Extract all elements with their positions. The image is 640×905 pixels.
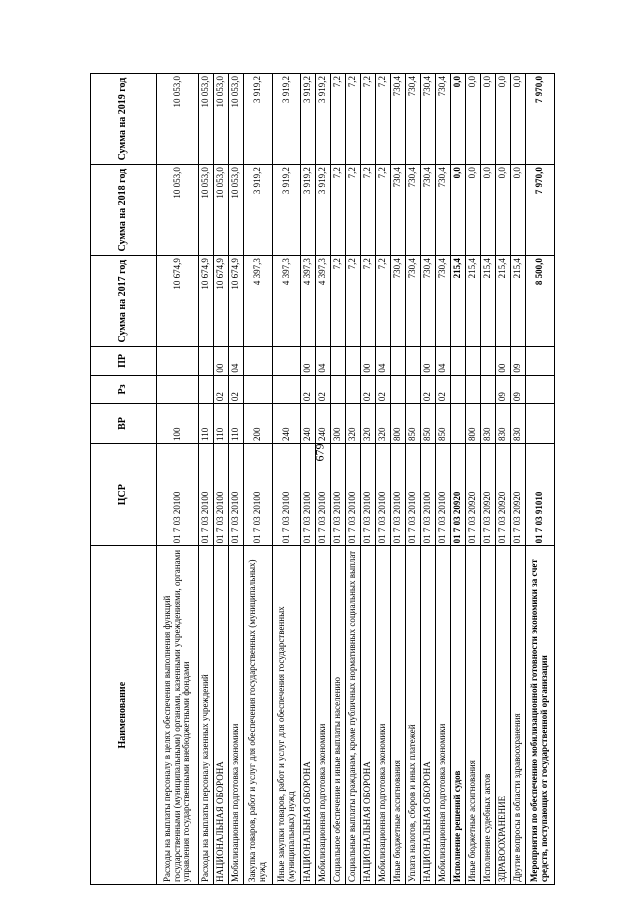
cell-sum-2017: 8 500,0 [526,256,555,347]
cell-csr: 01 7 03 20920 [451,443,466,545]
cell-csr: 01 7 03 20100 [301,443,316,545]
cell-pr: 09 [511,347,526,375]
cell-name: Мобилизационная подготовка экономики [316,546,331,885]
cell-name: НАЦИОНАЛЬНАЯ ОБОРОНА [214,546,229,885]
cell-csr: 01 7 03 91010 [526,443,555,545]
cell-sum-2019: 0,0 [451,74,466,165]
cell-rz: 02 [301,375,316,403]
cell-rz [272,375,301,403]
cell-name: Мобилизационная подготовка экономики [229,546,244,885]
table-row [481,74,496,885]
header-name: Наименование [91,546,157,885]
cell-name: Социальные выплаты гражданам, кроме публичных нормативных социальных выплат [346,546,361,885]
cell-name: Исполнение судебных актов [481,546,496,885]
cell-sum-2019: 730,4 [436,74,451,165]
cell-sum-2017: 215,4 [466,256,481,347]
cell-sum-2019: 7,2 [346,74,361,165]
cell-sum-2017: 7,2 [361,256,376,347]
cell-pr: 04 [229,347,244,375]
cell-sum-2019: 730,4 [421,74,436,165]
cell-csr: 01 7 03 20100 [244,443,273,545]
cell-sum-2017: 10 674,9 [199,256,214,347]
cell-csr: 01 7 03 20100 [361,443,376,545]
cell-sum-2017: 4 397,3 [272,256,301,347]
table-row [436,74,451,885]
cell-pr [406,347,421,375]
header-pr: ПР [91,347,157,375]
cell-vr: 800 [391,404,406,444]
cell-csr: 01 7 03 20920 [481,443,496,545]
cell-vr: 110 [229,404,244,444]
table-row [361,74,376,885]
cell-vr: 110 [214,404,229,444]
cell-name: ЗДРАВООХРАНЕНИЕ [496,546,511,885]
cell-csr: 01 7 03 20100 [436,443,451,545]
cell-sum-2018: 730,4 [421,165,436,256]
cell-name: Исполнение решений судов [451,546,466,885]
cell-csr: 01 7 03 20100 [406,443,421,545]
cell-rz [481,375,496,403]
cell-sum-2018: 730,4 [406,165,421,256]
cell-vr: 110 [199,404,214,444]
cell-sum-2018: 730,4 [391,165,406,256]
cell-pr [451,347,466,375]
table-row [272,74,301,885]
cell-csr: 01 7 03 20100 [272,443,301,545]
cell-sum-2019: 730,4 [406,74,421,165]
cell-pr: 04 [436,347,451,375]
header-vr: ВР [91,404,157,444]
cell-pr [157,347,199,375]
cell-csr: 01 7 03 20100 [157,443,199,545]
cell-name: НАЦИОНАЛЬНАЯ ОБОРОНА [301,546,316,885]
cell-rz: 09 [496,375,511,403]
cell-sum-2017: 10 674,9 [214,256,229,347]
header-sum-2019: Сумма на 2019 год [91,74,157,165]
cell-csr: 01 7 03 20100 [331,443,346,545]
cell-sum-2017: 4 397,3 [244,256,273,347]
cell-sum-2019: 7 970,0 [526,74,555,165]
cell-rz [526,375,555,403]
cell-sum-2018: 10 053,0 [157,165,199,256]
cell-name: Социальное обеспечение и иные выплаты населению [331,546,346,885]
cell-csr: 01 7 03 20920 [511,443,526,545]
cell-rz: 02 [316,375,331,403]
cell-name: Другие вопросы в области здравоохранения [511,546,526,885]
cell-pr: 04 [376,347,391,375]
cell-sum-2018: 0,0 [451,165,466,256]
cell-sum-2017: 10 674,9 [229,256,244,347]
cell-sum-2019: 10 053,0 [214,74,229,165]
table-row [406,74,421,885]
cell-csr: 01 7 03 20100 [376,443,391,545]
cell-pr: 00 [361,347,376,375]
table-row [346,74,361,885]
cell-sum-2018: 10 053,0 [199,165,214,256]
cell-sum-2017: 4 397,3 [301,256,316,347]
table-header-row [91,74,157,885]
cell-sum-2018: 0,0 [511,165,526,256]
table-row [451,74,466,885]
cell-sum-2018: 7,2 [376,165,391,256]
cell-rz [157,375,199,403]
table-row [391,74,406,885]
cell-sum-2019: 0,0 [466,74,481,165]
cell-sum-2018: 10 053,0 [229,165,244,256]
cell-pr: 04 [316,347,331,375]
cell-rz [244,375,273,403]
table-row [466,74,481,885]
cell-sum-2017: 730,4 [436,256,451,347]
cell-pr [331,347,346,375]
cell-name: Закупка товаров, работ и услуг для обеспечения государственных (муниципальных) нужд [244,546,273,885]
header-sum-2018: Сумма на 2018 год [91,165,157,256]
cell-pr [391,347,406,375]
cell-sum-2018: 0,0 [496,165,511,256]
cell-sum-2019: 10 053,0 [229,74,244,165]
cell-rz: 09 [511,375,526,403]
cell-rz: 02 [361,375,376,403]
cell-vr [526,404,555,444]
cell-sum-2019: 0,0 [496,74,511,165]
cell-sum-2019: 7,2 [361,74,376,165]
cell-vr: 320 [346,404,361,444]
cell-sum-2018: 7,2 [346,165,361,256]
table-row [496,74,511,885]
cell-sum-2019: 3 919,2 [244,74,273,165]
cell-vr: 320 [361,404,376,444]
cell-sum-2018: 10 053,0 [214,165,229,256]
cell-sum-2019: 10 053,0 [157,74,199,165]
table-row [244,74,273,885]
cell-sum-2019: 3 919,2 [301,74,316,165]
cell-pr [244,347,273,375]
cell-sum-2018: 0,0 [481,165,496,256]
cell-pr: 00 [496,347,511,375]
cell-sum-2017: 215,4 [481,256,496,347]
cell-csr: 01 7 03 20100 [214,443,229,545]
budget-table [90,73,555,885]
cell-sum-2018: 7 970,0 [526,165,555,256]
cell-name: Иные бюджетные ассигнования [466,546,481,885]
rotated-page-content [90,73,555,885]
cell-sum-2019: 730,4 [391,74,406,165]
cell-vr: 800 [466,404,481,444]
cell-name: Иные закупки товаров, работ и услуг для обеспечения государственных (муниципальных) нужд [272,546,301,885]
cell-pr [346,347,361,375]
cell-vr: 240 [301,404,316,444]
cell-sum-2019: 3 919,2 [272,74,301,165]
cell-name: Расходы на выплаты персоналу в целях обеспечения выполнения функций государственными (муниципальными) органами, казенными учреждениями, органами управления государственными внебюджетными фондами [157,546,199,885]
cell-pr: 00 [214,347,229,375]
cell-sum-2018: 730,4 [436,165,451,256]
cell-rz [466,375,481,403]
header-sum-2017: Сумма на 2017 год [91,256,157,347]
cell-vr: 200 [244,404,273,444]
cell-sum-2018: 3 919,2 [272,165,301,256]
cell-sum-2018: 0,0 [466,165,481,256]
table-row [421,74,436,885]
cell-rz: 02 [421,375,436,403]
cell-sum-2018: 7,2 [331,165,346,256]
cell-pr [199,347,214,375]
cell-vr: 100 [157,404,199,444]
table-row [301,74,316,885]
table-row [376,74,391,885]
cell-csr: 01 7 03 20100 [229,443,244,545]
cell-vr: 830 [481,404,496,444]
cell-sum-2018: 3 919,2 [316,165,331,256]
cell-sum-2019: 0,0 [511,74,526,165]
cell-csr: 01 7 03 20100 [346,443,361,545]
table-row [199,74,214,885]
cell-rz [331,375,346,403]
cell-sum-2019: 10 053,0 [199,74,214,165]
page-number: 679 [312,443,327,462]
header-csr: ЦСР [91,443,157,545]
cell-sum-2019: 7,2 [331,74,346,165]
cell-name: НАЦИОНАЛЬНАЯ ОБОРОНА [421,546,436,885]
cell-vr: 320 [376,404,391,444]
header-rz: Рз [91,375,157,403]
cell-vr: 830 [511,404,526,444]
table-row [157,74,199,885]
cell-sum-2017: 4 397,3 [316,256,331,347]
cell-csr: 01 7 03 20100 [316,443,331,545]
cell-vr: 240 [272,404,301,444]
table-body [157,74,555,885]
cell-csr: 01 7 03 20100 [199,443,214,545]
cell-rz: 02 [436,375,451,403]
cell-name: Мероприятия по обеспечению мобилизационной готовности экономики за счет средств, поступающих от государственной организации [526,546,555,885]
cell-vr: 240 [316,404,331,444]
cell-name: НАЦИОНАЛЬНАЯ ОБОРОНА [361,546,376,885]
cell-vr: 850 [436,404,451,444]
cell-pr [481,347,496,375]
cell-sum-2019: 0,0 [481,74,496,165]
cell-pr: 00 [301,347,316,375]
cell-rz: 02 [214,375,229,403]
cell-sum-2017: 730,4 [421,256,436,347]
cell-pr: 00 [421,347,436,375]
cell-name: Расходы на выплаты персоналу казенных учреждений [199,546,214,885]
cell-vr: 850 [406,404,421,444]
cell-sum-2017: 7,2 [346,256,361,347]
cell-sum-2017: 730,4 [391,256,406,347]
cell-sum-2018: 3 919,2 [301,165,316,256]
cell-pr [526,347,555,375]
cell-csr: 01 7 03 20100 [391,443,406,545]
cell-sum-2017: 7,2 [331,256,346,347]
cell-rz [406,375,421,403]
cell-sum-2018: 7,2 [361,165,376,256]
cell-sum-2019: 7,2 [376,74,391,165]
cell-rz: 02 [229,375,244,403]
table-row [214,74,229,885]
cell-name: Уплата налогов, сборов и иных платежей [406,546,421,885]
cell-csr: 01 7 03 20920 [466,443,481,545]
cell-name: Мобилизационная подготовка экономики [436,546,451,885]
cell-sum-2018: 3 919,2 [244,165,273,256]
cell-csr: 01 7 03 20920 [496,443,511,545]
cell-vr: 850 [421,404,436,444]
cell-sum-2017: 10 674,9 [157,256,199,347]
cell-rz [199,375,214,403]
cell-sum-2017: 7,2 [376,256,391,347]
cell-pr [272,347,301,375]
cell-vr [451,404,466,444]
cell-name: Мобилизационная подготовка экономики [376,546,391,885]
cell-vr: 300 [331,404,346,444]
cell-rz: 02 [376,375,391,403]
cell-sum-2017: 730,4 [406,256,421,347]
cell-sum-2019: 3 919,2 [316,74,331,165]
cell-sum-2017: 215,4 [451,256,466,347]
table-row [316,74,331,885]
cell-rz [346,375,361,403]
table-row [511,74,526,885]
table-row [526,74,555,885]
table-row [331,74,346,885]
cell-name: Иные бюджетные ассигнования [391,546,406,885]
cell-sum-2017: 215,4 [511,256,526,347]
cell-rz [451,375,466,403]
cell-rz [391,375,406,403]
cell-sum-2017: 215,4 [496,256,511,347]
cell-vr: 830 [496,404,511,444]
cell-csr: 01 7 03 20100 [421,443,436,545]
table-row [229,74,244,885]
cell-pr [466,347,481,375]
